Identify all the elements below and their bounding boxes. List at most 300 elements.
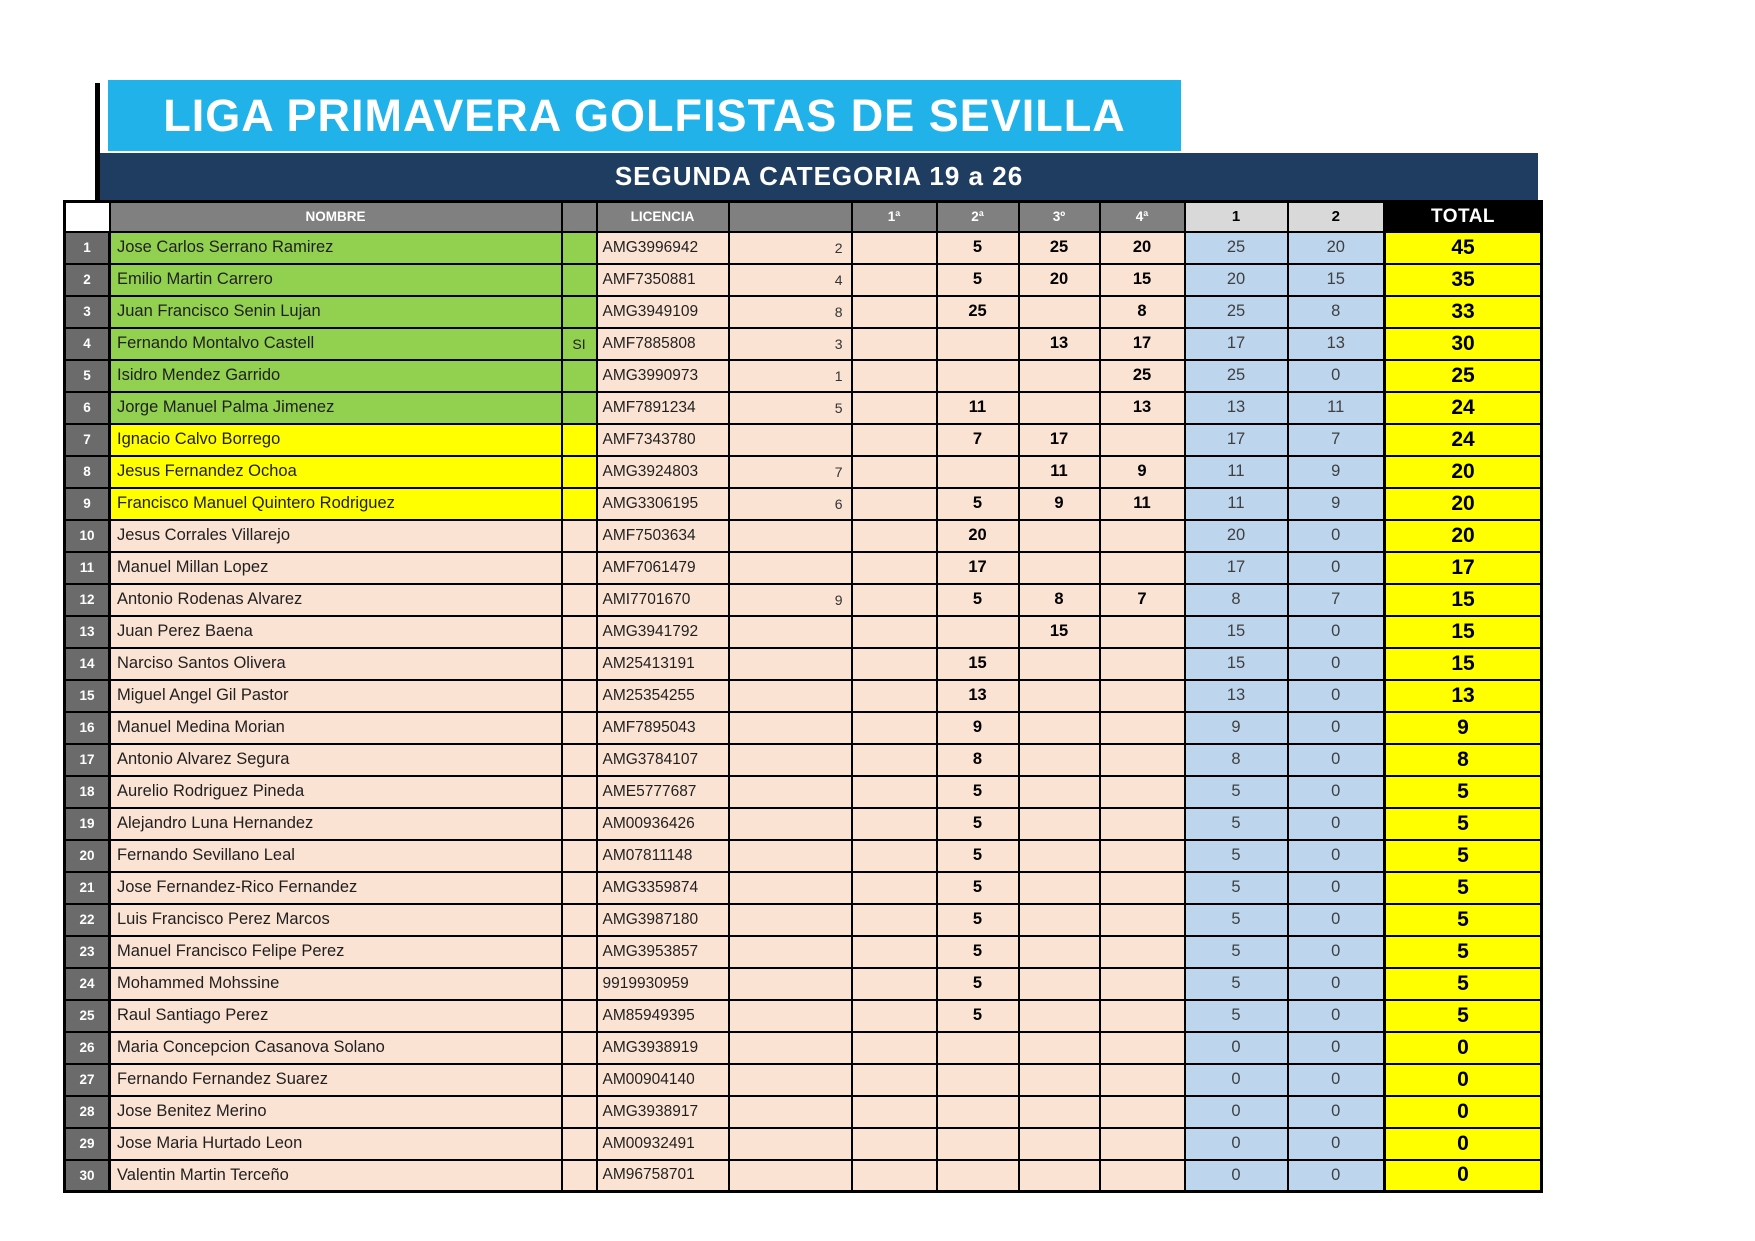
player-row xyxy=(65,936,1542,968)
player-row xyxy=(65,616,1542,648)
round-2-score-cell: 5 xyxy=(937,904,1019,936)
position-cell: 11 xyxy=(65,552,110,584)
round-3-score-cell: 9 xyxy=(1019,488,1100,520)
total-points-cell: 5 xyxy=(1385,904,1542,936)
game-1-points-cell: 5 xyxy=(1185,1000,1288,1032)
player-row xyxy=(65,808,1542,840)
seed-cell xyxy=(729,936,852,968)
licencia-cell: AM25413191 xyxy=(597,648,729,680)
game-2-points-cell: 9 xyxy=(1288,456,1385,488)
si-flag-cell xyxy=(562,232,597,264)
round-3-score-cell xyxy=(1019,1064,1100,1096)
si-flag-cell xyxy=(562,520,597,552)
round-4-score-cell: 15 xyxy=(1100,264,1185,296)
round-3-score-cell: 25 xyxy=(1019,232,1100,264)
player-name-cell: Francisco Manuel Quintero Rodriguez xyxy=(110,488,562,520)
round-2-score-cell: 5 xyxy=(937,968,1019,1000)
game-1-points-cell: 5 xyxy=(1185,936,1288,968)
seed-cell xyxy=(729,1032,852,1064)
player-row xyxy=(65,744,1542,776)
col-header-total: TOTAL xyxy=(1385,202,1542,232)
standings-table xyxy=(63,200,1543,1193)
total-points-cell: 0 xyxy=(1385,1064,1542,1096)
licencia-cell: AMG3996942 xyxy=(597,232,729,264)
seed-cell xyxy=(729,904,852,936)
position-cell: 12 xyxy=(65,584,110,616)
si-flag-cell xyxy=(562,296,597,328)
game-1-points-cell: 17 xyxy=(1185,424,1288,456)
seed-cell xyxy=(729,808,852,840)
game-2-points-cell: 0 xyxy=(1288,1128,1385,1160)
seed-cell xyxy=(729,712,852,744)
col-header-licencia: LICENCIA xyxy=(597,202,729,232)
round-1-score-cell xyxy=(852,392,937,424)
si-flag-cell xyxy=(562,264,597,296)
total-points-cell: 0 xyxy=(1385,1128,1542,1160)
licencia-cell: AMF7343780 xyxy=(597,424,729,456)
position-cell: 28 xyxy=(65,1096,110,1128)
seed-cell xyxy=(729,424,852,456)
licencia-cell: AMG3359874 xyxy=(597,872,729,904)
game-2-points-cell: 0 xyxy=(1288,744,1385,776)
player-row xyxy=(65,328,1542,360)
round-3-score-cell: 20 xyxy=(1019,264,1100,296)
seed-cell xyxy=(729,840,852,872)
round-3-score-cell xyxy=(1019,1000,1100,1032)
round-3-score-cell xyxy=(1019,776,1100,808)
player-row xyxy=(65,1000,1542,1032)
player-name-cell: Manuel Millan Lopez xyxy=(110,552,562,584)
total-points-cell: 20 xyxy=(1385,520,1542,552)
game-2-points-cell: 0 xyxy=(1288,936,1385,968)
col-header-round-4: 4ª xyxy=(1100,202,1185,232)
total-points-cell: 5 xyxy=(1385,1000,1542,1032)
seed-cell: 5 xyxy=(729,392,852,424)
player-row xyxy=(65,264,1542,296)
total-points-cell: 24 xyxy=(1385,392,1542,424)
game-2-points-cell: 11 xyxy=(1288,392,1385,424)
position-cell: 8 xyxy=(65,456,110,488)
player-name-cell: Raul Santiago Perez xyxy=(110,1000,562,1032)
player-row xyxy=(65,872,1542,904)
player-name-cell: Jesus Fernandez Ochoa xyxy=(110,456,562,488)
game-2-points-cell: 0 xyxy=(1288,680,1385,712)
si-flag-cell xyxy=(562,360,597,392)
total-points-cell: 5 xyxy=(1385,872,1542,904)
seed-cell: 8 xyxy=(729,296,852,328)
round-3-score-cell xyxy=(1019,392,1100,424)
seed-cell: 3 xyxy=(729,328,852,360)
round-4-score-cell xyxy=(1100,744,1185,776)
si-flag-cell xyxy=(562,904,597,936)
round-2-score-cell: 5 xyxy=(937,936,1019,968)
round-4-score-cell: 11 xyxy=(1100,488,1185,520)
round-1-score-cell xyxy=(852,680,937,712)
round-3-score-cell xyxy=(1019,1160,1100,1192)
total-points-cell: 0 xyxy=(1385,1096,1542,1128)
position-cell: 25 xyxy=(65,1000,110,1032)
round-1-score-cell xyxy=(852,1032,937,1064)
round-1-score-cell xyxy=(852,232,937,264)
si-flag-cell xyxy=(562,488,597,520)
licencia-cell: AMF7503634 xyxy=(597,520,729,552)
licencia-cell: AMF7350881 xyxy=(597,264,729,296)
round-2-score-cell xyxy=(937,1160,1019,1192)
round-3-score-cell: 8 xyxy=(1019,584,1100,616)
position-cell: 30 xyxy=(65,1160,110,1192)
round-3-score-cell xyxy=(1019,968,1100,1000)
total-points-cell: 5 xyxy=(1385,808,1542,840)
total-points-cell: 0 xyxy=(1385,1160,1542,1192)
game-2-points-cell: 0 xyxy=(1288,808,1385,840)
round-2-score-cell: 17 xyxy=(937,552,1019,584)
seed-cell: 7 xyxy=(729,456,852,488)
player-row xyxy=(65,552,1542,584)
col-header-game-1: 1 xyxy=(1185,202,1288,232)
licencia-cell: AMI7701670 xyxy=(597,584,729,616)
game-1-points-cell: 5 xyxy=(1185,840,1288,872)
player-name-cell: Jose Benitez Merino xyxy=(110,1096,562,1128)
player-row xyxy=(65,776,1542,808)
game-2-points-cell: 0 xyxy=(1288,552,1385,584)
position-cell: 18 xyxy=(65,776,110,808)
player-name-cell: Jose Fernandez-Rico Fernandez xyxy=(110,872,562,904)
game-1-points-cell: 8 xyxy=(1185,584,1288,616)
player-row xyxy=(65,1064,1542,1096)
round-3-score-cell: 17 xyxy=(1019,424,1100,456)
round-4-score-cell: 25 xyxy=(1100,360,1185,392)
category-banner xyxy=(100,153,1538,200)
seed-cell xyxy=(729,648,852,680)
round-2-score-cell: 5 xyxy=(937,808,1019,840)
player-row xyxy=(65,520,1542,552)
total-points-cell: 13 xyxy=(1385,680,1542,712)
round-1-score-cell xyxy=(852,712,937,744)
round-1-score-cell xyxy=(852,872,937,904)
si-flag-cell xyxy=(562,648,597,680)
position-cell: 19 xyxy=(65,808,110,840)
player-row xyxy=(65,296,1542,328)
total-points-cell: 35 xyxy=(1385,264,1542,296)
game-1-points-cell: 25 xyxy=(1185,232,1288,264)
player-name-cell: Maria Concepcion Casanova Solano xyxy=(110,1032,562,1064)
player-row xyxy=(65,1128,1542,1160)
round-2-score-cell xyxy=(937,360,1019,392)
si-flag-cell xyxy=(562,1000,597,1032)
player-row xyxy=(65,840,1542,872)
player-name-cell: Antonio Rodenas Alvarez xyxy=(110,584,562,616)
game-2-points-cell: 0 xyxy=(1288,616,1385,648)
seed-cell: 1 xyxy=(729,360,852,392)
round-2-score-cell: 5 xyxy=(937,232,1019,264)
player-name-cell: Narciso Santos Olivera xyxy=(110,648,562,680)
total-points-cell: 20 xyxy=(1385,456,1542,488)
game-1-points-cell: 20 xyxy=(1185,264,1288,296)
licencia-cell: AM00936426 xyxy=(597,808,729,840)
title-banner xyxy=(108,80,1181,151)
col-header-game-2: 2 xyxy=(1288,202,1385,232)
si-flag-cell xyxy=(562,872,597,904)
game-2-points-cell: 15 xyxy=(1288,264,1385,296)
game-2-points-cell: 0 xyxy=(1288,968,1385,1000)
total-points-cell: 24 xyxy=(1385,424,1542,456)
round-2-score-cell: 5 xyxy=(937,840,1019,872)
round-4-score-cell xyxy=(1100,1032,1185,1064)
corner-cell xyxy=(65,202,110,232)
game-1-points-cell: 17 xyxy=(1185,552,1288,584)
round-2-score-cell xyxy=(937,1064,1019,1096)
player-name-cell: Fernando Sevillano Leal xyxy=(110,840,562,872)
total-points-cell: 25 xyxy=(1385,360,1542,392)
licencia-cell: AM85949395 xyxy=(597,1000,729,1032)
round-3-score-cell: 11 xyxy=(1019,456,1100,488)
round-1-score-cell xyxy=(852,616,937,648)
total-points-cell: 5 xyxy=(1385,936,1542,968)
round-3-score-cell xyxy=(1019,936,1100,968)
game-1-points-cell: 11 xyxy=(1185,488,1288,520)
round-1-score-cell xyxy=(852,424,937,456)
round-1-score-cell xyxy=(852,936,937,968)
player-name-cell: Ignacio Calvo Borrego xyxy=(110,424,562,456)
round-1-score-cell xyxy=(852,296,937,328)
position-cell: 20 xyxy=(65,840,110,872)
total-points-cell: 15 xyxy=(1385,584,1542,616)
round-3-score-cell xyxy=(1019,744,1100,776)
player-row xyxy=(65,392,1542,424)
position-cell: 9 xyxy=(65,488,110,520)
round-2-score-cell xyxy=(937,1032,1019,1064)
player-name-cell: Valentin Martin Terceño xyxy=(110,1160,562,1192)
game-1-points-cell: 0 xyxy=(1185,1160,1288,1192)
round-3-score-cell xyxy=(1019,712,1100,744)
licencia-cell: AMG3938919 xyxy=(597,1032,729,1064)
round-4-score-cell xyxy=(1100,872,1185,904)
si-flag-cell xyxy=(562,1096,597,1128)
player-name-cell: Luis Francisco Perez Marcos xyxy=(110,904,562,936)
round-1-score-cell xyxy=(852,488,937,520)
round-3-score-cell: 13 xyxy=(1019,328,1100,360)
player-name-cell: Jose Carlos Serrano Ramirez xyxy=(110,232,562,264)
round-1-score-cell xyxy=(852,328,937,360)
round-2-score-cell: 5 xyxy=(937,488,1019,520)
round-4-score-cell xyxy=(1100,552,1185,584)
licencia-cell: AM07811148 xyxy=(597,840,729,872)
col-header-si xyxy=(562,202,597,232)
si-flag-cell xyxy=(562,936,597,968)
game-1-points-cell: 0 xyxy=(1185,1064,1288,1096)
round-1-score-cell xyxy=(852,264,937,296)
player-row xyxy=(65,1160,1542,1192)
round-3-score-cell xyxy=(1019,552,1100,584)
game-2-points-cell: 0 xyxy=(1288,840,1385,872)
player-row xyxy=(65,1096,1542,1128)
player-name-cell: Aurelio Rodriguez Pineda xyxy=(110,776,562,808)
total-points-cell: 5 xyxy=(1385,840,1542,872)
player-row xyxy=(65,712,1542,744)
game-2-points-cell: 13 xyxy=(1288,328,1385,360)
total-points-cell: 45 xyxy=(1385,232,1542,264)
game-1-points-cell: 13 xyxy=(1185,392,1288,424)
game-1-points-cell: 5 xyxy=(1185,808,1288,840)
licencia-cell: AMG3924803 xyxy=(597,456,729,488)
round-2-score-cell: 5 xyxy=(937,1000,1019,1032)
player-name-cell: Alejandro Luna Hernandez xyxy=(110,808,562,840)
total-points-cell: 9 xyxy=(1385,712,1542,744)
si-flag-cell xyxy=(562,552,597,584)
game-2-points-cell: 0 xyxy=(1288,1160,1385,1192)
player-name-cell: Mohammed Mohssine xyxy=(110,968,562,1000)
round-2-score-cell: 11 xyxy=(937,392,1019,424)
seed-cell xyxy=(729,1096,852,1128)
col-header-nombre: NOMBRE xyxy=(110,202,562,232)
round-4-score-cell xyxy=(1100,840,1185,872)
round-1-score-cell xyxy=(852,968,937,1000)
game-2-points-cell: 7 xyxy=(1288,584,1385,616)
player-name-cell: Antonio Alvarez Segura xyxy=(110,744,562,776)
si-flag-cell xyxy=(562,424,597,456)
si-flag-cell xyxy=(562,456,597,488)
player-row xyxy=(65,968,1542,1000)
si-flag-cell xyxy=(562,808,597,840)
si-flag-cell xyxy=(562,968,597,1000)
licencia-cell: AMF7885808 xyxy=(597,328,729,360)
licencia-cell: AMF7061479 xyxy=(597,552,729,584)
game-2-points-cell: 9 xyxy=(1288,488,1385,520)
player-name-cell: Fernando Fernandez Suarez xyxy=(110,1064,562,1096)
player-row xyxy=(65,1032,1542,1064)
player-name-cell: Manuel Francisco Felipe Perez xyxy=(110,936,562,968)
round-4-score-cell xyxy=(1100,680,1185,712)
round-4-score-cell xyxy=(1100,904,1185,936)
si-flag-cell xyxy=(562,680,597,712)
round-2-score-cell xyxy=(937,328,1019,360)
game-1-points-cell: 0 xyxy=(1185,1128,1288,1160)
round-4-score-cell xyxy=(1100,616,1185,648)
round-4-score-cell xyxy=(1100,648,1185,680)
seed-cell xyxy=(729,1064,852,1096)
seed-cell xyxy=(729,1128,852,1160)
game-1-points-cell: 8 xyxy=(1185,744,1288,776)
position-cell: 26 xyxy=(65,1032,110,1064)
player-name-cell: Manuel Medina Morian xyxy=(110,712,562,744)
round-2-score-cell: 9 xyxy=(937,712,1019,744)
player-name-cell: Fernando Montalvo Castell xyxy=(110,328,562,360)
col-header-round-2: 2ª xyxy=(937,202,1019,232)
round-2-score-cell: 25 xyxy=(937,296,1019,328)
round-3-score-cell xyxy=(1019,1096,1100,1128)
round-4-score-cell: 8 xyxy=(1100,296,1185,328)
game-2-points-cell: 8 xyxy=(1288,296,1385,328)
round-2-score-cell: 13 xyxy=(937,680,1019,712)
position-cell: 10 xyxy=(65,520,110,552)
round-1-score-cell xyxy=(852,1064,937,1096)
licencia-cell: AM00904140 xyxy=(597,1064,729,1096)
game-2-points-cell: 20 xyxy=(1288,232,1385,264)
seed-cell xyxy=(729,680,852,712)
licencia-cell: AMG3784107 xyxy=(597,744,729,776)
total-points-cell: 0 xyxy=(1385,1032,1542,1064)
si-flag-cell xyxy=(562,776,597,808)
player-name-cell: Isidro Mendez Garrido xyxy=(110,360,562,392)
round-1-score-cell xyxy=(852,840,937,872)
seed-cell xyxy=(729,744,852,776)
game-1-points-cell: 0 xyxy=(1185,1032,1288,1064)
game-1-points-cell: 13 xyxy=(1185,680,1288,712)
position-cell: 7 xyxy=(65,424,110,456)
total-points-cell: 15 xyxy=(1385,616,1542,648)
round-3-score-cell xyxy=(1019,872,1100,904)
player-row xyxy=(65,904,1542,936)
position-cell: 27 xyxy=(65,1064,110,1096)
seed-cell xyxy=(729,968,852,1000)
game-2-points-cell: 0 xyxy=(1288,904,1385,936)
round-3-score-cell: 15 xyxy=(1019,616,1100,648)
licencia-cell: AMG3990973 xyxy=(597,360,729,392)
round-1-score-cell xyxy=(852,808,937,840)
player-name-cell: Jorge Manuel Palma Jimenez xyxy=(110,392,562,424)
col-header-round-3: 3º xyxy=(1019,202,1100,232)
player-name-cell: Emilio Martin Carrero xyxy=(110,264,562,296)
game-1-points-cell: 25 xyxy=(1185,296,1288,328)
seed-cell: 6 xyxy=(729,488,852,520)
seed-cell: 9 xyxy=(729,584,852,616)
game-1-points-cell: 0 xyxy=(1185,1096,1288,1128)
player-row xyxy=(65,360,1542,392)
round-4-score-cell xyxy=(1100,936,1185,968)
game-2-points-cell: 0 xyxy=(1288,360,1385,392)
total-points-cell: 5 xyxy=(1385,776,1542,808)
licencia-cell: AMG3941792 xyxy=(597,616,729,648)
round-1-score-cell xyxy=(852,744,937,776)
position-cell: 3 xyxy=(65,296,110,328)
round-2-score-cell: 7 xyxy=(937,424,1019,456)
game-1-points-cell: 11 xyxy=(1185,456,1288,488)
round-3-score-cell xyxy=(1019,840,1100,872)
position-cell: 15 xyxy=(65,680,110,712)
round-1-score-cell xyxy=(852,1000,937,1032)
round-1-score-cell xyxy=(852,1128,937,1160)
round-2-score-cell xyxy=(937,616,1019,648)
seed-cell xyxy=(729,552,852,584)
game-2-points-cell: 0 xyxy=(1288,648,1385,680)
position-cell: 22 xyxy=(65,904,110,936)
licencia-cell: AMF7895043 xyxy=(597,712,729,744)
player-name-cell: Juan Francisco Senin Lujan xyxy=(110,296,562,328)
total-points-cell: 20 xyxy=(1385,488,1542,520)
licencia-cell: AM96758701 xyxy=(597,1160,729,1192)
position-cell: 24 xyxy=(65,968,110,1000)
game-1-points-cell: 5 xyxy=(1185,872,1288,904)
game-2-points-cell: 0 xyxy=(1288,872,1385,904)
game-1-points-cell: 5 xyxy=(1185,968,1288,1000)
game-1-points-cell: 5 xyxy=(1185,776,1288,808)
round-4-score-cell: 9 xyxy=(1100,456,1185,488)
game-2-points-cell: 0 xyxy=(1288,1096,1385,1128)
round-2-score-cell xyxy=(937,1096,1019,1128)
col-header-seed xyxy=(729,202,852,232)
si-flag-cell xyxy=(562,392,597,424)
seed-cell xyxy=(729,872,852,904)
round-1-score-cell xyxy=(852,360,937,392)
licencia-cell: AMF7891234 xyxy=(597,392,729,424)
licencia-cell: AMG3938917 xyxy=(597,1096,729,1128)
round-4-score-cell xyxy=(1100,424,1185,456)
player-row xyxy=(65,648,1542,680)
total-points-cell: 5 xyxy=(1385,968,1542,1000)
player-name-cell: Miguel Angel Gil Pastor xyxy=(110,680,562,712)
si-flag-cell: SI xyxy=(562,328,597,360)
seed-cell: 2 xyxy=(729,232,852,264)
